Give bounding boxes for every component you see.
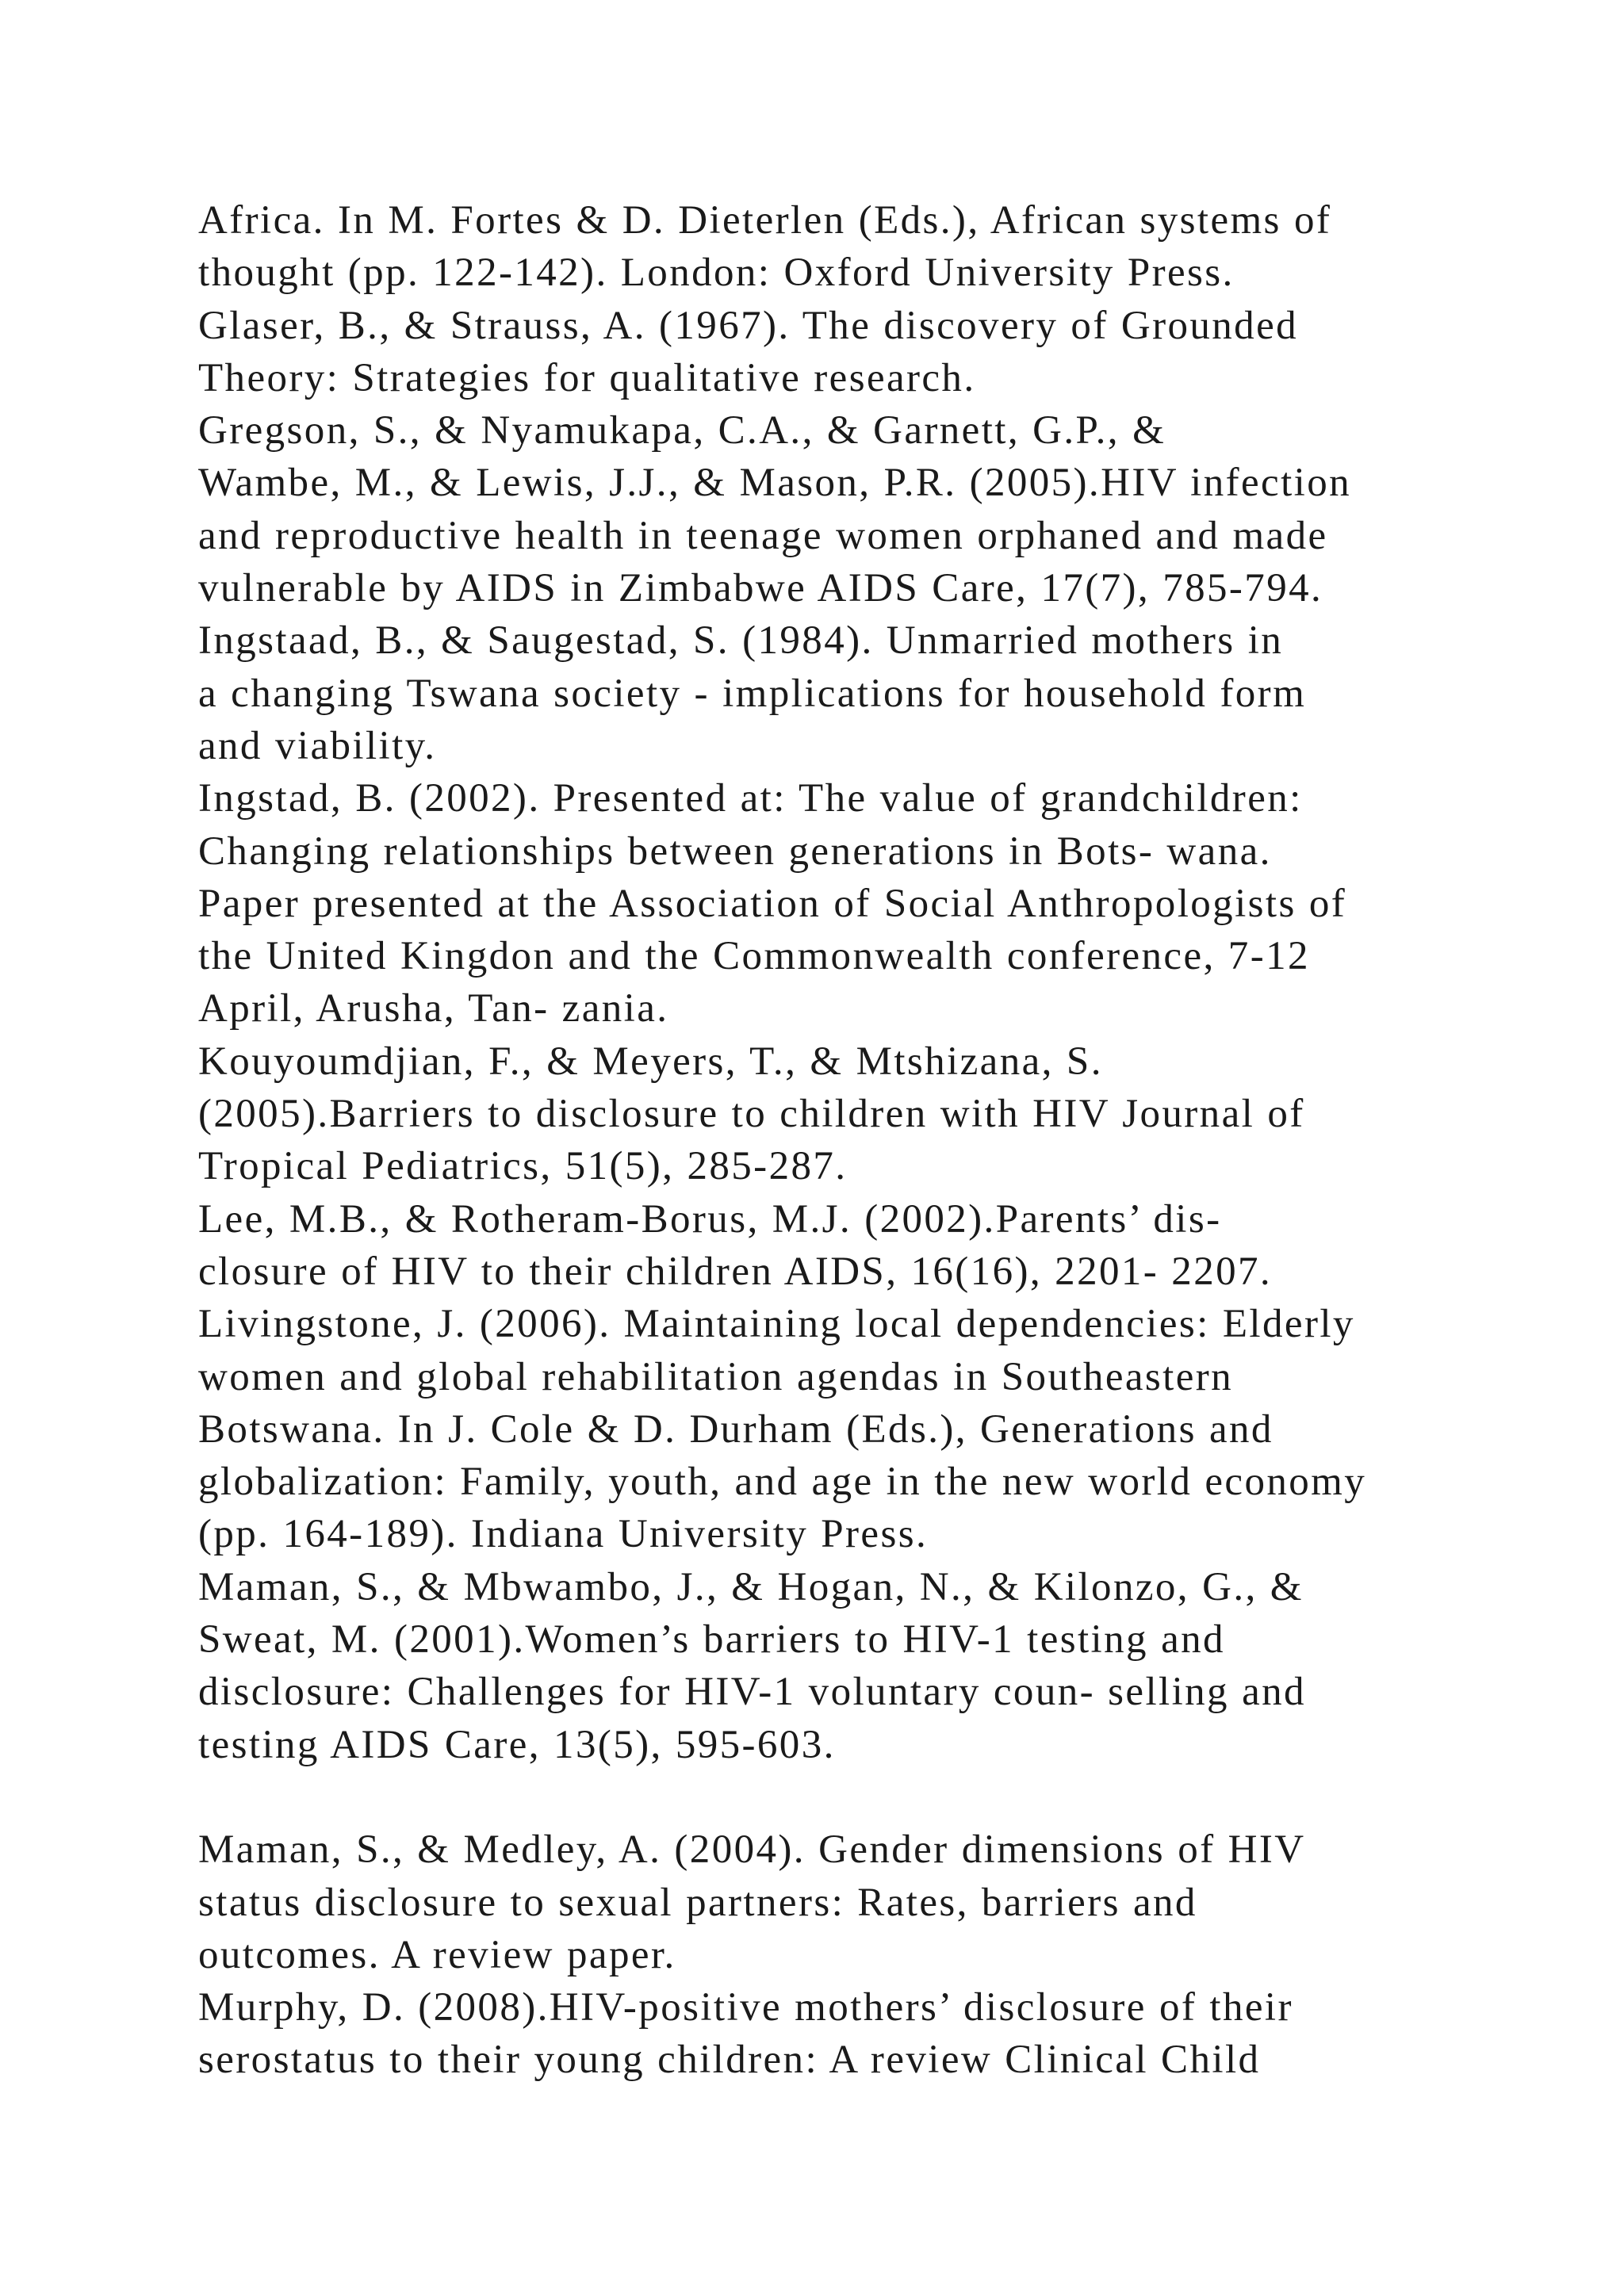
reference-line: and viability. bbox=[198, 723, 437, 768]
reference-line: Maman, S., & Medley, A. (2004). Gender dimensions of HIV bbox=[198, 1827, 1306, 1873]
reference-line: Livingstone, J. (2006). Maintaining local dependencies: Elderly bbox=[198, 1302, 1355, 1347]
reference-line: serostatus to their young children: A review Clinical Child bbox=[198, 2038, 1261, 2083]
reference-line: closure of HIV to their children AIDS, 16(16), 2201- 2207. bbox=[198, 1249, 1273, 1294]
reference-line: disclosure: Challenges for HIV-1 voluntary coun- selling and bbox=[198, 1670, 1306, 1715]
reference-line: Paper presented at the Association of Social Anthropologists of bbox=[198, 881, 1347, 926]
reference-line: Africa. In M. Fortes & D. Dieterlen (Eds.), African systems of bbox=[198, 198, 1332, 243]
reference-line: a changing Tswana society - implications for household form bbox=[198, 671, 1307, 716]
reference-line: Theory: Strategies for qualitative research. bbox=[198, 355, 976, 400]
reference-line: (pp. 164-189). Indiana University Press. bbox=[198, 1512, 929, 1557]
reference-line: Botswana. In J. Cole & D. Durham (Eds.), Generations and bbox=[198, 1406, 1274, 1452]
reference-line: April, Arusha, Tan- zania. bbox=[198, 986, 669, 1031]
reference-line: Ingstaad, B., & Saugestad, S. (1984). Unmarried mothers in bbox=[198, 618, 1284, 664]
reference-line: Glaser, B., & Strauss, A. (1967). The discovery of Grounded bbox=[198, 303, 1299, 348]
reference-line: Wambe, M., & Lewis, J.J., & Mason, P.R. (2005).HIV infection bbox=[198, 461, 1352, 506]
reference-line: Lee, M.B., & Rotheram-Borus, M.J. (2002).Parents’ dis- bbox=[198, 1196, 1222, 1242]
reference-line: the United Kingdon and the Commonwealth conference, 7-12 bbox=[198, 934, 1310, 979]
reference-line: women and global rehabilitation agendas in Southeastern bbox=[198, 1354, 1234, 1399]
reference-line: status disclosure to sexual partners: Rates, barriers and bbox=[198, 1880, 1197, 1925]
reference-line: thought (pp. 122-142). London: Oxford University Press. bbox=[198, 251, 1235, 296]
reference-line: Sweat, M. (2001).Women’s barriers to HIV-1 testing and bbox=[198, 1617, 1225, 1663]
reference-line: outcomes. A review paper. bbox=[198, 1932, 676, 1977]
reference-line: Kouyoumdjian, F., & Meyers, T., & Mtshizana, S. bbox=[198, 1039, 1103, 1084]
reference-line: Maman, S., & Mbwambo, J., & Hogan, N., & Kilonzo, G., & bbox=[198, 1564, 1304, 1609]
reference-line: Changing relationships between generations in Bots- wana. bbox=[198, 828, 1272, 874]
reference-line: globalization: Family, youth, and age in the new world economy bbox=[198, 1460, 1367, 1505]
reference-line: Murphy, D. (2008).HIV-positive mothers’ disclosure of their bbox=[198, 1985, 1293, 2030]
blank-line bbox=[198, 1771, 1546, 1823]
reference-line: Gregson, S., & Nyamukapa, C.A., & Garnett, G.P., & bbox=[198, 408, 1166, 453]
reference-list bbox=[198, 194, 1546, 2087]
reference-line: Tropical Pediatrics, 51(5), 285-287. bbox=[198, 1144, 848, 1189]
reference-line: testing AIDS Care, 13(5), 595-603. bbox=[198, 1722, 836, 1767]
reference-line: Ingstad, B. (2002). Presented at: The value of grandchildren: bbox=[198, 776, 1303, 821]
reference-line: vulnerable by AIDS in Zimbabwe AIDS Care, 17(7), 785-794. bbox=[198, 566, 1323, 611]
reference-line: (2005).Barriers to disclosure to children with HIV Journal of bbox=[198, 1092, 1305, 1137]
reference-line: and reproductive health in teenage women orphaned and made bbox=[198, 513, 1328, 558]
